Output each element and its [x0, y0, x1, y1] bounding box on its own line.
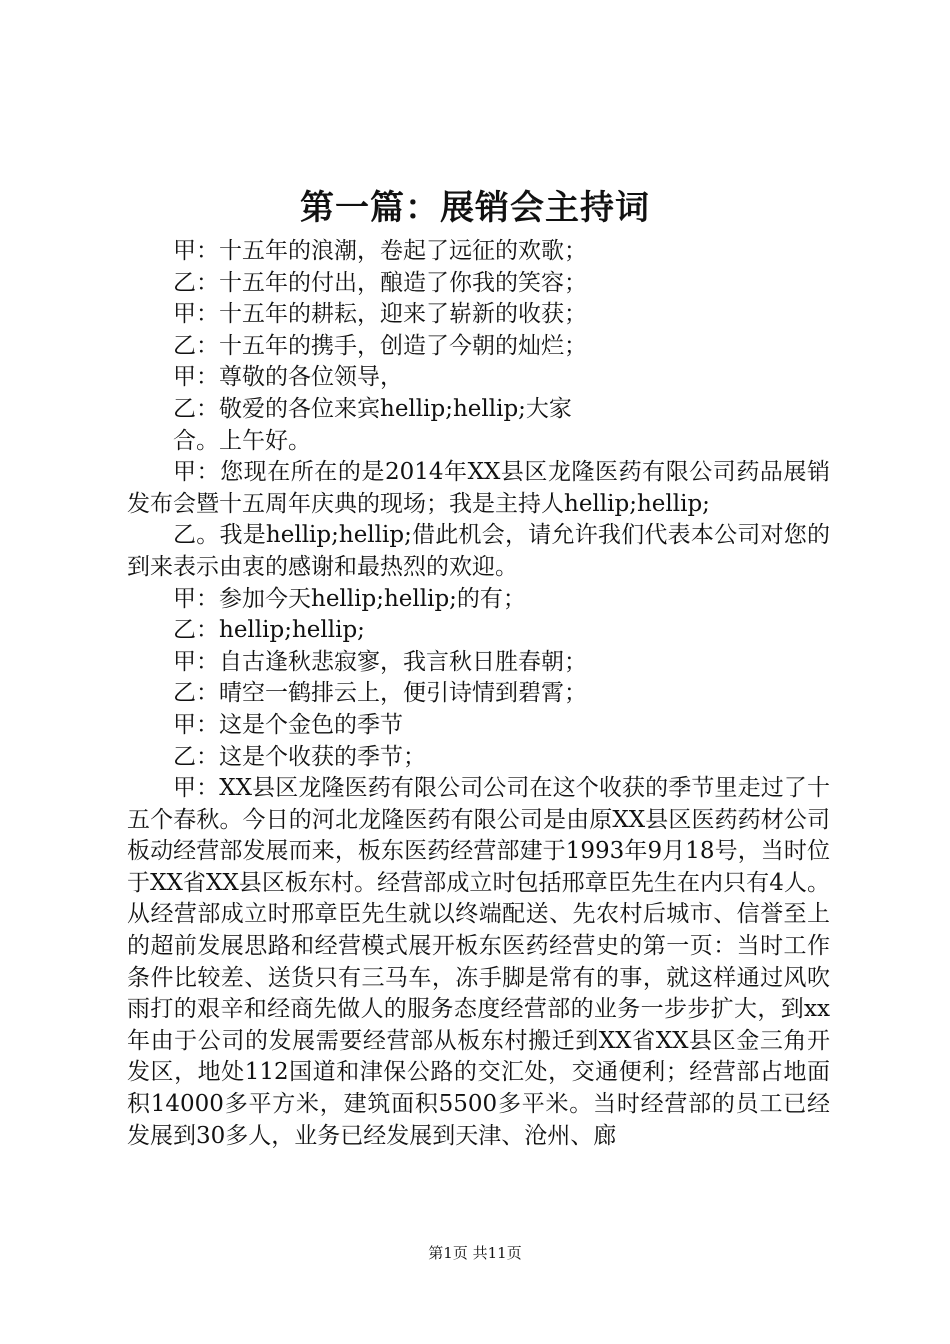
document-body [127, 236, 830, 1152]
paragraph: 甲：十五年的耕耘，迎来了崭新的收获； [173, 301, 587, 328]
paragraph: 甲：您现在所在的是2014年XX县区龙隆医药有限公司药品展销发布会暨十五周年庆典的现场；我是主持人hellip;hellip; [127, 459, 830, 517]
paragraph: 乙：十五年的携手，创造了今朝的灿烂； [173, 332, 587, 359]
document-title: 第一篇：展销会主持词 [300, 188, 650, 228]
paragraph: 甲：十五年的浪潮，卷起了远征的欢歌； [173, 238, 587, 264]
paragraph: 乙：hellip;hellip; [173, 617, 365, 644]
paragraph: 乙：敬爱的各位来宾hellip;hellip;大家 [173, 395, 572, 422]
paragraph: 乙：十五年的付出，酿造了你我的笑容； [173, 269, 587, 296]
paragraph: 甲：这是个金色的季节 [173, 711, 403, 738]
page-footer: 第1页 共11页 [428, 1244, 522, 1262]
paragraph: 乙。我是hellip;hellip;借此机会，请允许我们代表本公司对您的到来表示由衷的感谢和最热烈的欢迎。 [127, 522, 830, 580]
paragraph: 乙：晴空一鹤排云上，便引诗情到碧霄； [173, 680, 587, 707]
paragraph: 甲：参加今天hellip;hellip;的有； [173, 585, 526, 612]
paragraph: 甲：尊敬的各位领导， [173, 364, 403, 391]
paragraph: 甲：XX县区龙隆医药有限公司公司在这个收获的季节里走过了十五个春秋。今日的河北龙隆医药有限公司是由原XX县区医药药材公司板动经营部发展而来，板东医药经营部建于1993年9月18号，当时位于XX省XX县区板东村。经营部成立时包括邢章臣先生在内只有4人。从经营部成立时邢章臣先生就以终端配送、先农村后城市、信誉至上的超前发展思路和经营模式展开板东医药经营史的第一页：当时工作条件比较差、送货只有三马车，冻手脚是常有的事，就这样通过风吹雨打的艰辛和经商先做人的服务态度经营部的业务一步步扩大，到xx年由于公司的发展需要经营部从板东村搬迁到XX省XX县区金三角开发区，地处112国道和津保公路的交汇处，交通便利；经营部占地面积14000多平方米，建筑面积5500多平米。当时经营部的员工已经发展到30多人，业务已经发展到天津、沧州、廊 [127, 775, 830, 1149]
paragraph: 甲：自古逢秋悲寂寥，我言秋日胜春朝； [173, 648, 587, 675]
paragraph: 合。上午好。 [173, 427, 311, 454]
paragraph: 乙：这是个收获的季节； [173, 743, 426, 770]
